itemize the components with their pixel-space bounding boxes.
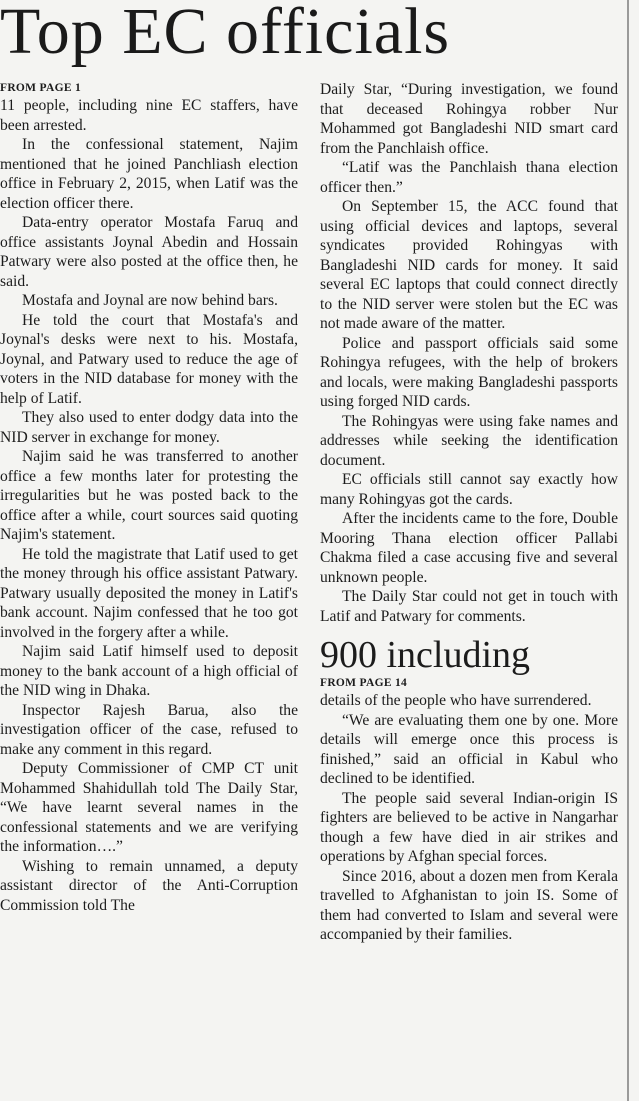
paragraph: “We are evaluating them one by one. More details will emerge once this process is finished,” said an official in Kabul who declined to be identified. <box>320 711 618 787</box>
jump-line-from-page-14: FROM PAGE 14 <box>320 677 408 689</box>
paragraph: The Daily Star could not get in touch with Latif and Patwary for comments. <box>320 588 618 625</box>
headline-900-including: 900 including <box>320 634 531 676</box>
paragraph: The Rohingyas were using fake names and addresses while seeking the identification document. <box>320 412 618 469</box>
paragraph: Data-entry operator Mostafa Faruq and office assistants Joynal Abedin and Hossain Patwary were also posted at the office then, he said. <box>0 214 298 290</box>
jump-line-from-page-1: FROM PAGE 1 <box>0 82 82 94</box>
right-column <box>320 80 618 945</box>
paragraph: EC officials still cannot say exactly how many Rohingyas got the cards. <box>320 471 618 508</box>
paragraph: He told the magistrate that Latif used to get the money through his office assistant Patwary. Patwary usually deposited the money in Latif's bank account. Najim confessed that he too got involved in the forgery after a while. <box>0 545 298 641</box>
paragraph: details of the people who have surrendered. <box>320 692 592 709</box>
paragraph: “Latif was the Panchlaish thana election officer then.” <box>320 159 618 196</box>
paragraph: Deputy Commissioner of CMP CT unit Mohammed Shahidullah told The Daily Star, “We have learnt several names in the confessional statements and we are verifying the information….” <box>0 760 298 855</box>
headline-top-ec-officials: Top EC officials <box>0 0 451 68</box>
paragraph: The people said several Indian-origin IS fighters are believed to be active in Nangarhar though a few have died in air strikes and operations by Afghan special forces. <box>320 789 618 865</box>
paragraph: In the confessional statement, Najim mentioned that he joined Panchliash election office in February 2, 2015, when Latif was the election officer there. <box>0 136 298 212</box>
paragraph: Najim said Latif himself used to deposit money to the bank account of a high official of the NID wing in Dhaka. <box>0 643 298 699</box>
paragraph: They also used to enter dodgy data into the NID server in exchange for money. <box>0 409 298 446</box>
paragraph: Police and passport officials said some Rohingya refugees, with the help of brokers and locals, were making Bangladeshi passports using forged NID cards. <box>320 334 618 410</box>
paragraph: Wishing to remain unnamed, a deputy assistant director of the Anti-Corruption Commission told The <box>0 857 298 914</box>
paragraph: On September 15, the ACC found that using official devices and laptops, several syndicates provided Rohingyas with Bangladeshi NID cards for money. It said several EC laptops that could connect directly to the NID server were stolen but the EC was not made aware of the matter. <box>320 198 618 332</box>
paragraph: Since 2016, about a dozen men from Kerala travelled to Afghanistan to join IS. Some of them had converted to Islam and several were accompanied by their families. <box>320 867 618 943</box>
column-divider <box>627 0 629 1101</box>
paragraph: Mostafa and Joynal are now behind bars. <box>22 292 278 309</box>
paragraph: After the incidents came to the fore, Double Mooring Thana election officer Pallabi Chakma filed a case accusing five and several unknown people. <box>320 510 618 586</box>
paragraph: Daily Star, “During investigation, we found that deceased Rohingya robber Nur Mohammed got Bangladeshi NID smart card from the Panchlaish office. <box>320 81 618 157</box>
paragraph: He told the court that Mostafa's and Joynal's desks were next to his. Mostafa, Joynal, and Patwary used to reduce the age of voters in the NID database for money with the help of Latif. <box>0 311 298 407</box>
left-column <box>0 80 298 915</box>
paragraph: 11 people, including nine EC staffers, have been arrested. <box>0 97 298 134</box>
paragraph: Najim said he was transferred to another office a few months later for protesting the irregularities but he was posted back to the office after a while, court sources said quoting Najim's statement. <box>0 448 298 543</box>
paragraph: Inspector Rajesh Barua, also the investigation officer of the case, refused to make any comment in this regard. <box>0 701 298 758</box>
